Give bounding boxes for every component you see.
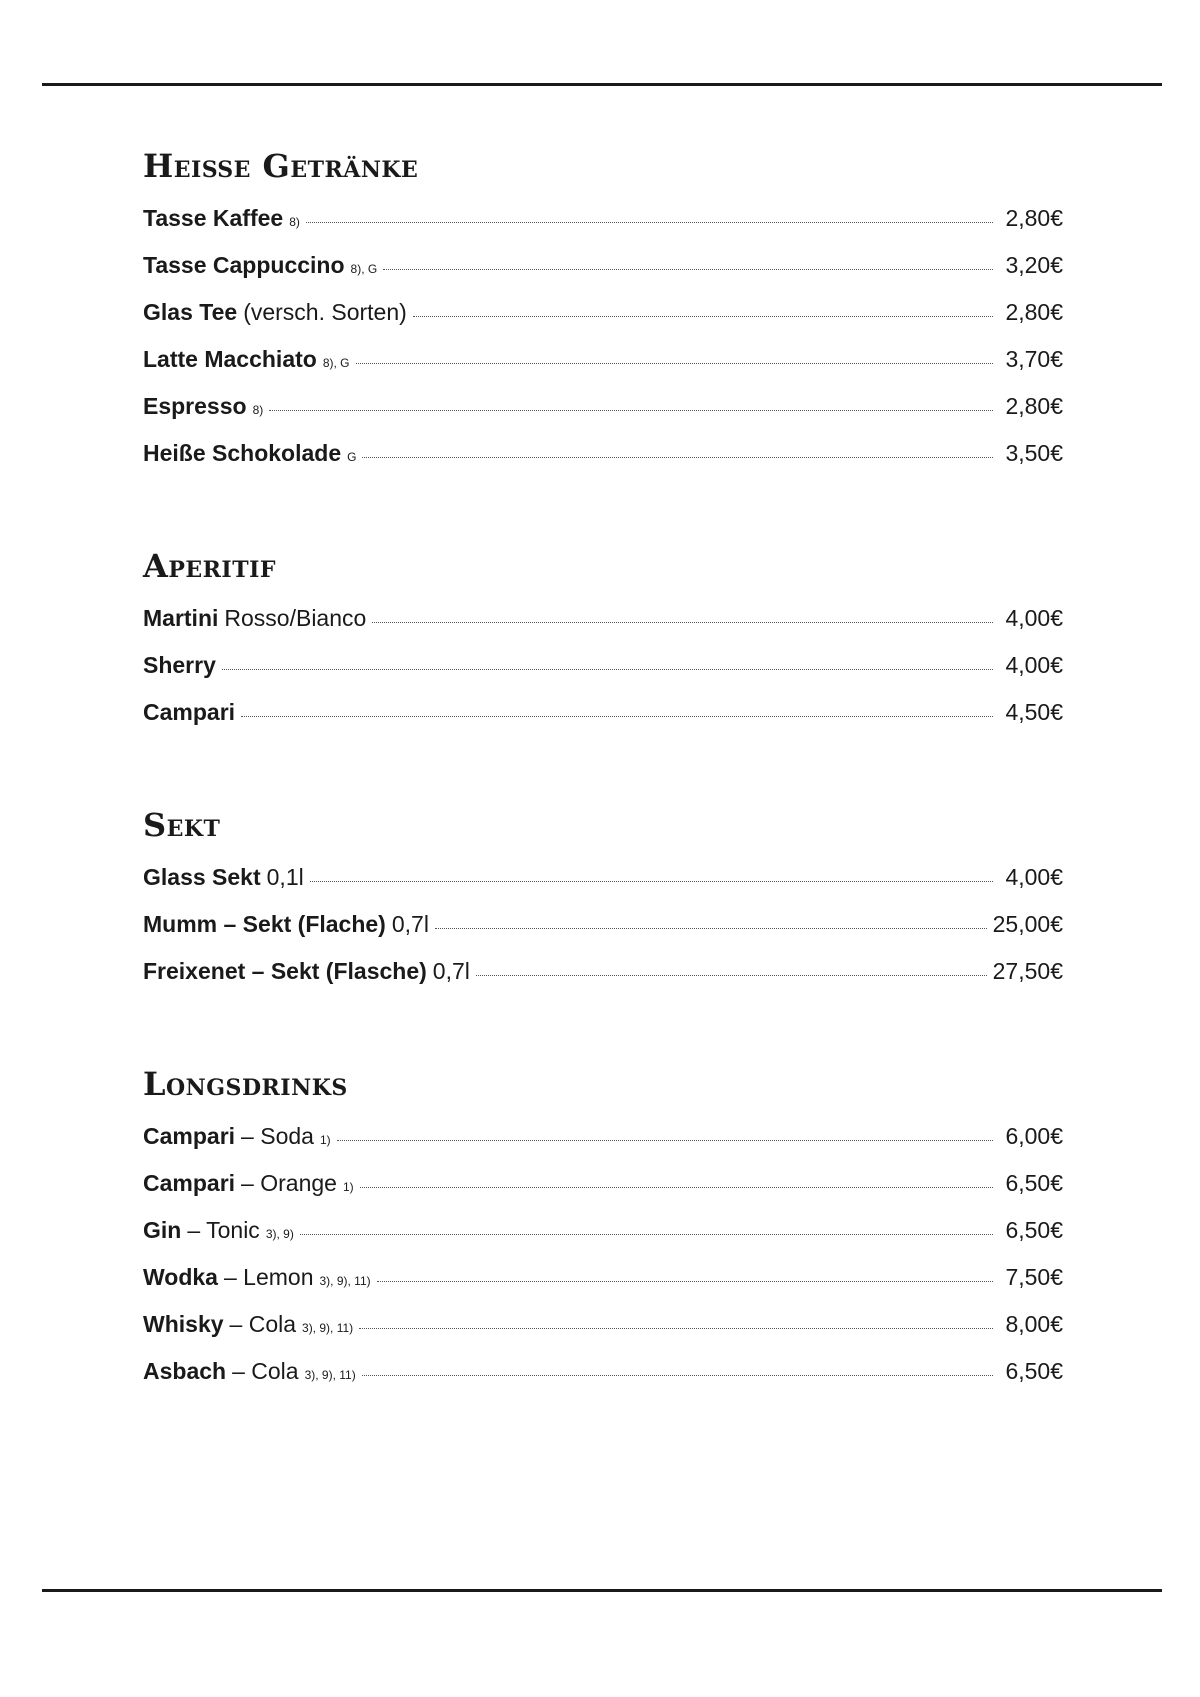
menu-item [143, 911, 1063, 958]
item-name: Martini [143, 605, 219, 631]
item-allergen-note: G [347, 450, 357, 464]
menu-item [143, 864, 1063, 911]
menu-item [143, 205, 1063, 252]
item-name: Mumm – Sekt (Flache) [143, 911, 386, 937]
item-name: Campari [143, 1123, 236, 1149]
top-divider [42, 83, 1162, 86]
dot-leader [222, 669, 993, 670]
item-price: 4,50€ [1005, 699, 1063, 725]
item-name: Espresso [143, 393, 247, 419]
item-price: 4,00€ [1005, 864, 1063, 890]
item-name: Wodka [143, 1264, 218, 1290]
item-allergen-note: 1) [342, 1180, 354, 1194]
menu-item [143, 652, 1063, 699]
dot-leader [310, 881, 993, 882]
item-allergen-note: 3), 9) [265, 1227, 294, 1241]
menu-item [143, 1358, 1063, 1405]
item-allergen-note: 8) [289, 215, 300, 229]
dot-leader [359, 1328, 993, 1329]
section-title: Longsdrinks [143, 1065, 348, 1103]
item-price: 2,80€ [1005, 299, 1063, 325]
item-price: 6,50€ [1005, 1170, 1063, 1196]
item-price: 6,50€ [1005, 1217, 1063, 1243]
item-name: Campari [143, 699, 236, 725]
item-description: – Soda [241, 1123, 314, 1149]
menu-item [143, 393, 1063, 440]
menu-item [143, 1123, 1063, 1170]
item-description: – Cola [229, 1311, 297, 1337]
item-price: 25,00€ [992, 911, 1063, 937]
menu-item [143, 699, 1063, 746]
dot-leader [269, 410, 993, 411]
menu-item [143, 440, 1063, 487]
menu-item [143, 605, 1063, 652]
item-name: Heiße Schokolade [143, 440, 342, 466]
item-price: 4,00€ [1005, 652, 1063, 678]
item-name: Tasse Kaffee [143, 205, 284, 231]
item-name: Whisky [143, 1311, 224, 1337]
section-title: Aperitif [143, 547, 276, 585]
item-allergen-note: 1) [319, 1133, 331, 1147]
item-price: 6,00€ [1005, 1123, 1063, 1149]
dot-leader [413, 316, 993, 317]
section-title: Heiße Getränke [143, 147, 419, 185]
menu-item [143, 252, 1063, 299]
section-hot-drinks [143, 143, 1063, 487]
menu-item [143, 1264, 1063, 1311]
item-price: 2,80€ [1005, 205, 1063, 231]
item-price: 27,50€ [992, 958, 1063, 984]
dot-leader [476, 975, 987, 976]
item-description: 0,1l [266, 864, 304, 890]
item-price: 8,00€ [1005, 1311, 1063, 1337]
dot-leader [306, 222, 993, 223]
dot-leader [383, 269, 993, 270]
item-description: 0,7l [391, 911, 429, 937]
item-description: – Orange [241, 1170, 337, 1196]
item-price: 7,50€ [1005, 1264, 1063, 1290]
dot-leader [241, 716, 993, 717]
item-allergen-note: 8), G [350, 262, 378, 276]
menu-item [143, 299, 1063, 346]
dot-leader [372, 622, 993, 623]
item-description: – Cola [232, 1358, 299, 1384]
section-sekt [143, 802, 1063, 1005]
item-name: Glas Tee [143, 299, 238, 325]
menu-item [143, 1170, 1063, 1217]
dot-leader [300, 1234, 993, 1235]
item-name: Freixenet – Sekt (Flasche) [143, 958, 427, 984]
item-description: 0,7l [432, 958, 470, 984]
menu-item [143, 346, 1063, 393]
item-allergen-note: 3), 9), 11) [302, 1321, 354, 1335]
item-name: Glass Sekt [143, 864, 261, 890]
item-name: Gin [143, 1217, 182, 1243]
item-allergen-note: 3), 9), 11) [304, 1368, 356, 1382]
item-price: 6,50€ [1005, 1358, 1063, 1384]
dot-leader [360, 1187, 993, 1188]
item-description: – Lemon [223, 1264, 314, 1290]
dot-leader [377, 1281, 993, 1282]
dot-leader [356, 363, 994, 364]
menu-item [143, 1311, 1063, 1358]
item-price: 3,70€ [1005, 346, 1063, 372]
item-name: Tasse Cappuccino [143, 252, 345, 278]
item-allergen-note: 8) [252, 403, 264, 417]
item-name: Sherry [143, 652, 216, 678]
item-description: (versch. Sorten) [243, 299, 407, 325]
item-description: – Tonic [187, 1217, 260, 1243]
item-allergen-note: 8), G [322, 356, 350, 370]
item-price: 4,00€ [1005, 605, 1063, 631]
section-longdrinks [143, 1061, 1063, 1405]
item-name: Campari [143, 1170, 236, 1196]
section-title: Sekt [143, 806, 221, 844]
item-price: 3,20€ [1005, 252, 1063, 278]
item-name: Latte Macchiato [143, 346, 317, 372]
item-description: Rosso/Bianco [224, 605, 367, 631]
item-name: Asbach [143, 1358, 227, 1384]
dot-leader [362, 457, 993, 458]
bottom-divider [42, 1589, 1162, 1592]
dot-leader [337, 1140, 993, 1141]
dot-leader [435, 928, 987, 929]
drinks-menu [143, 143, 1063, 1405]
menu-item [143, 958, 1063, 1005]
item-price: 2,80€ [1005, 393, 1063, 419]
item-price: 3,50€ [1005, 440, 1063, 466]
section-aperitif [143, 543, 1063, 746]
item-allergen-note: 3), 9), 11) [319, 1274, 371, 1288]
dot-leader [362, 1375, 993, 1376]
menu-item [143, 1217, 1063, 1264]
